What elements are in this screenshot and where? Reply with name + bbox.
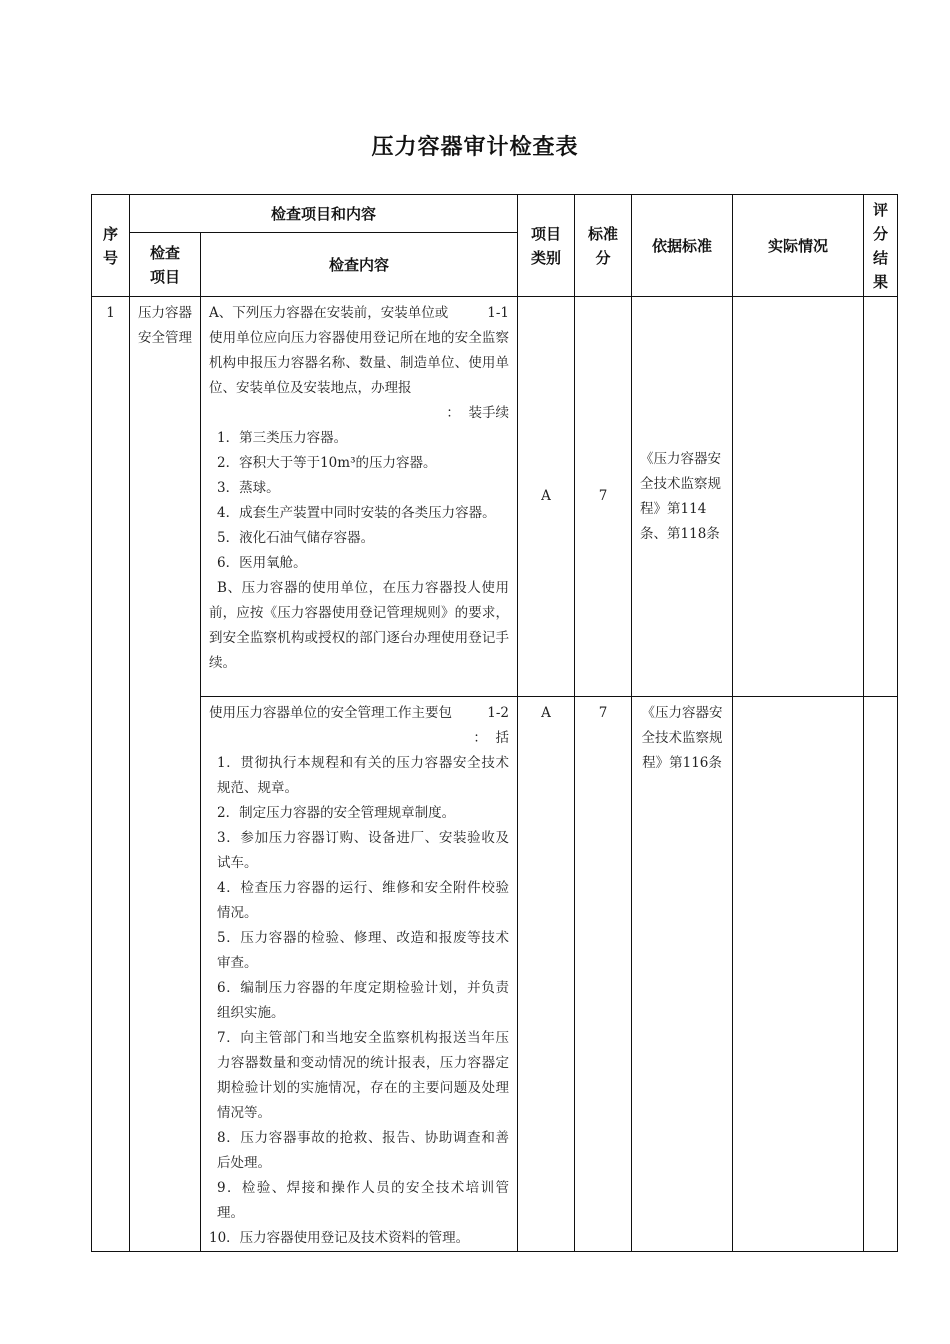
list-item: 4．检查压力容器的运行、维修和安全附件校验情况。 (217, 880, 510, 921)
list-item: 5．压力容器的检验、修理、改造和报废等技术审查。 (217, 930, 510, 971)
header-item: 检查项目 (130, 233, 201, 297)
list-item: 9．检验、焊接和操作人员的安全技术培训管理。 (217, 1180, 510, 1221)
row-content-1-2 (201, 697, 518, 1252)
row-seq: 1 (92, 297, 130, 1252)
list-item: 7．向主管部门和当地安全监察机构报送当年压力容器数量和变动情况的统计报表，压力容器定期检验计划的实施情况，存在的主要问题及处理情况等。 (217, 1030, 510, 1121)
content-intro: 使用压力容器单位的安全管理工作主要包 (209, 705, 452, 721)
list-item: 10．压力容器使用登记及技术资料的管理。 (209, 1230, 470, 1246)
header-content: 检查内容 (201, 233, 518, 297)
content-b-text: B、压力容器的使用单位，在压力容器投人使用前，应按《压力容器使用登记管理规则》的要求，到安全监察机构或授权的部门逐台办理使用登记手续。 (209, 580, 510, 671)
list-item: 3．蒸球。 (217, 480, 280, 496)
row-content-1-1 (201, 297, 518, 697)
list-item: 1．第三类压力容器。 (217, 430, 348, 446)
header-basis: 依据标准 (632, 195, 733, 297)
header-category: 项目类别 (518, 195, 575, 297)
list-item: 4．成套生产装置中同时安装的各类压力容器。 (217, 505, 496, 521)
row-actual (733, 697, 864, 1252)
header-actual: 实际情况 (733, 195, 864, 297)
list-item: 2．容积大于等于10m³的压力容器。 (217, 455, 437, 471)
audit-table (91, 194, 898, 1252)
header-seq: 序号 (92, 195, 130, 297)
row-basis: 《压力容器安全技术监察规程》第114条、第118条 (632, 297, 733, 697)
list-item: 8．压力容器事故的抢救、报告、协助调查和善后处理。 (217, 1130, 510, 1171)
content-code: 1-2 (487, 705, 510, 721)
content-intro-a: A、下列压力容器在安装前，安装单位或 (209, 305, 449, 321)
header-result: 评分结果 (864, 195, 898, 297)
row-actual (733, 297, 864, 697)
list-item: 5．液化石油气储存容器。 (217, 530, 375, 546)
row-category: A (518, 697, 575, 1252)
header-group: 检查项目和内容 (130, 195, 518, 233)
row-category: A (518, 297, 575, 697)
content-tail-mark: ： (446, 405, 460, 421)
list-item: 6．编制压力容器的年度定期检验计划，并负责组织实施。 (217, 980, 510, 1021)
list-item: 2．制定压力容器的安全管理规章制度。 (217, 805, 456, 821)
content-tail: 装手续 (468, 405, 510, 421)
content-intro-b: 使用单位应向压力容器使用登记所在地的安全监察机构申报压力容器名称、数量、制造单位、使用单位、安装单位及安装地点，办理报 (209, 330, 510, 396)
list-item: 3．参加压力容器订购、设备进厂、安装验收及试车。 (217, 830, 510, 871)
content-tail: 括 (495, 730, 510, 746)
content-code: 1-1 (487, 305, 510, 321)
table-row (92, 697, 898, 1252)
row-score: 7 (575, 297, 632, 697)
row-result (864, 697, 898, 1252)
header-row-1 (92, 195, 898, 233)
row-result (864, 297, 898, 697)
table-row (92, 297, 898, 697)
list-item: 1．贯彻执行本规程和有关的压力容器安全技术规范、规章。 (217, 755, 510, 796)
row-item: 压力容器安全管理 (130, 297, 201, 1252)
content-tail-mark: ： (473, 730, 487, 746)
page-title: 压力容器审计检查表 (371, 135, 579, 160)
row-basis: 《压力容器安全技术监察规程》第116条 (632, 697, 733, 1252)
header-score: 标准分 (575, 195, 632, 297)
row-score: 7 (575, 697, 632, 1252)
list-item: 6．医用氧舱。 (217, 555, 307, 571)
